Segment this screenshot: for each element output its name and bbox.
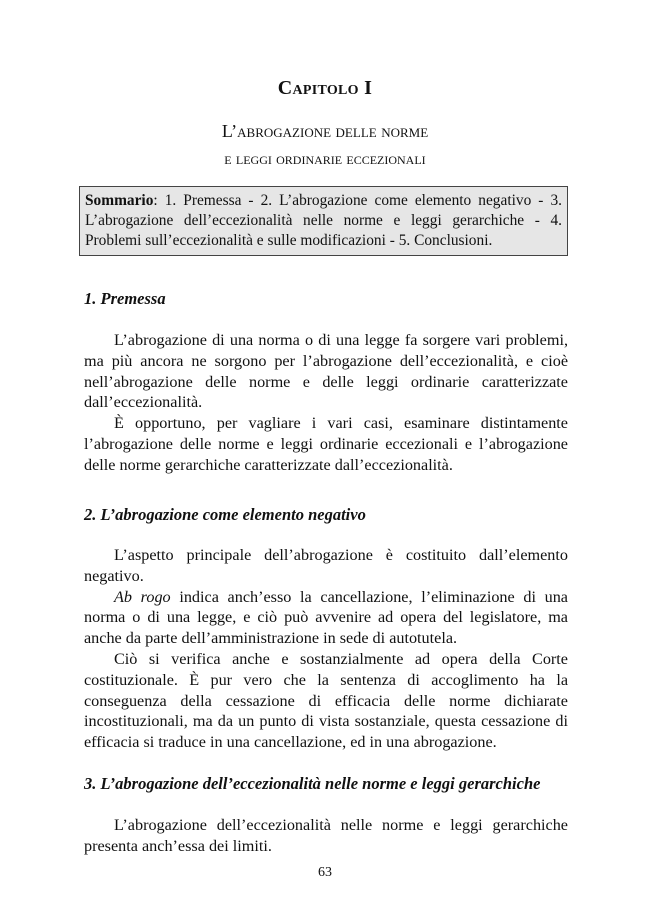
paragraph: L’aspetto principale dell’abrogazione è costituito dall’elemento negativo. [84,546,568,585]
section-heading-1: 1. Premessa [84,289,166,308]
summary-box [79,186,568,256]
paragraph: L’abrogazione di una norma o di una legge fa sorgere vari problemi, ma più ancora ne sorgono per l’abrogazione dell’eccezionalità, e cioè nell’abrogazione delle norme e delle leggi ordinarie caratterizzate dall’eccezionalità. [84,331,568,412]
paragraph: L’abrogazione dell’eccezionalità nelle norme e leggi gerarchiche presenta anch’essa dei limiti. [84,816,568,855]
summary-label: Sommario [85,192,154,209]
chapter-title-line-2: e leggi ordinarie eccezionali [224,149,426,168]
section-1-body [84,330,568,476]
section-3-body [84,815,568,857]
page-number: 63 [318,865,332,880]
italic-lead: Ab rogo [114,587,171,606]
paragraph: Ciò si verifica anche e sostanzialmente ad opera della Corte costituzionale. È pur vero che la sentenza di accoglimento ha la conseguenza della cessazione di efficacia delle norme dichiarate incostituzionali, ma da un punto di vista sostanziale, questa cessazione di efficacia si traduce in una cancellazione, ed in una abrogazione. [84,649,568,752]
paragraph: È opportuno, per vagliare i vari casi, esaminare distintamente l’abrogazione delle norme e leggi ordinarie eccezionali e l’abrogazione delle norme gerarchiche caratterizzate dall’eccezionalità. [84,414,568,474]
chapter-heading: Capitolo I [277,77,373,99]
paragraph [84,587,568,649]
section-heading-3: 3. L’abrogazione dell’eccezionalità nelle norme e leggi gerarchiche [84,774,541,793]
section-heading-2: 2. L’abrogazione come elemento negativo [84,505,366,524]
section-2-body [84,545,568,753]
summary-text: : 1. Premessa - 2. L’abrogazione come elemento negativo - 3. L’abrogazione dell’eccezionalità nelle norme e leggi gerarchiche - 4. Problemi sull’eccezionalità e sulle modificazioni - 5. Conclusioni. [85,192,562,249]
paragraph-text: indica anch’esso la cancellazione, l’eliminazione di una norma o di una legge, e ciò può avvenire ad opera del legislatore, ma anche da parte dell’amministrazione in sede di autotutela. [84,587,568,648]
chapter-title-line-1: L’abrogazione delle norme [221,121,429,141]
